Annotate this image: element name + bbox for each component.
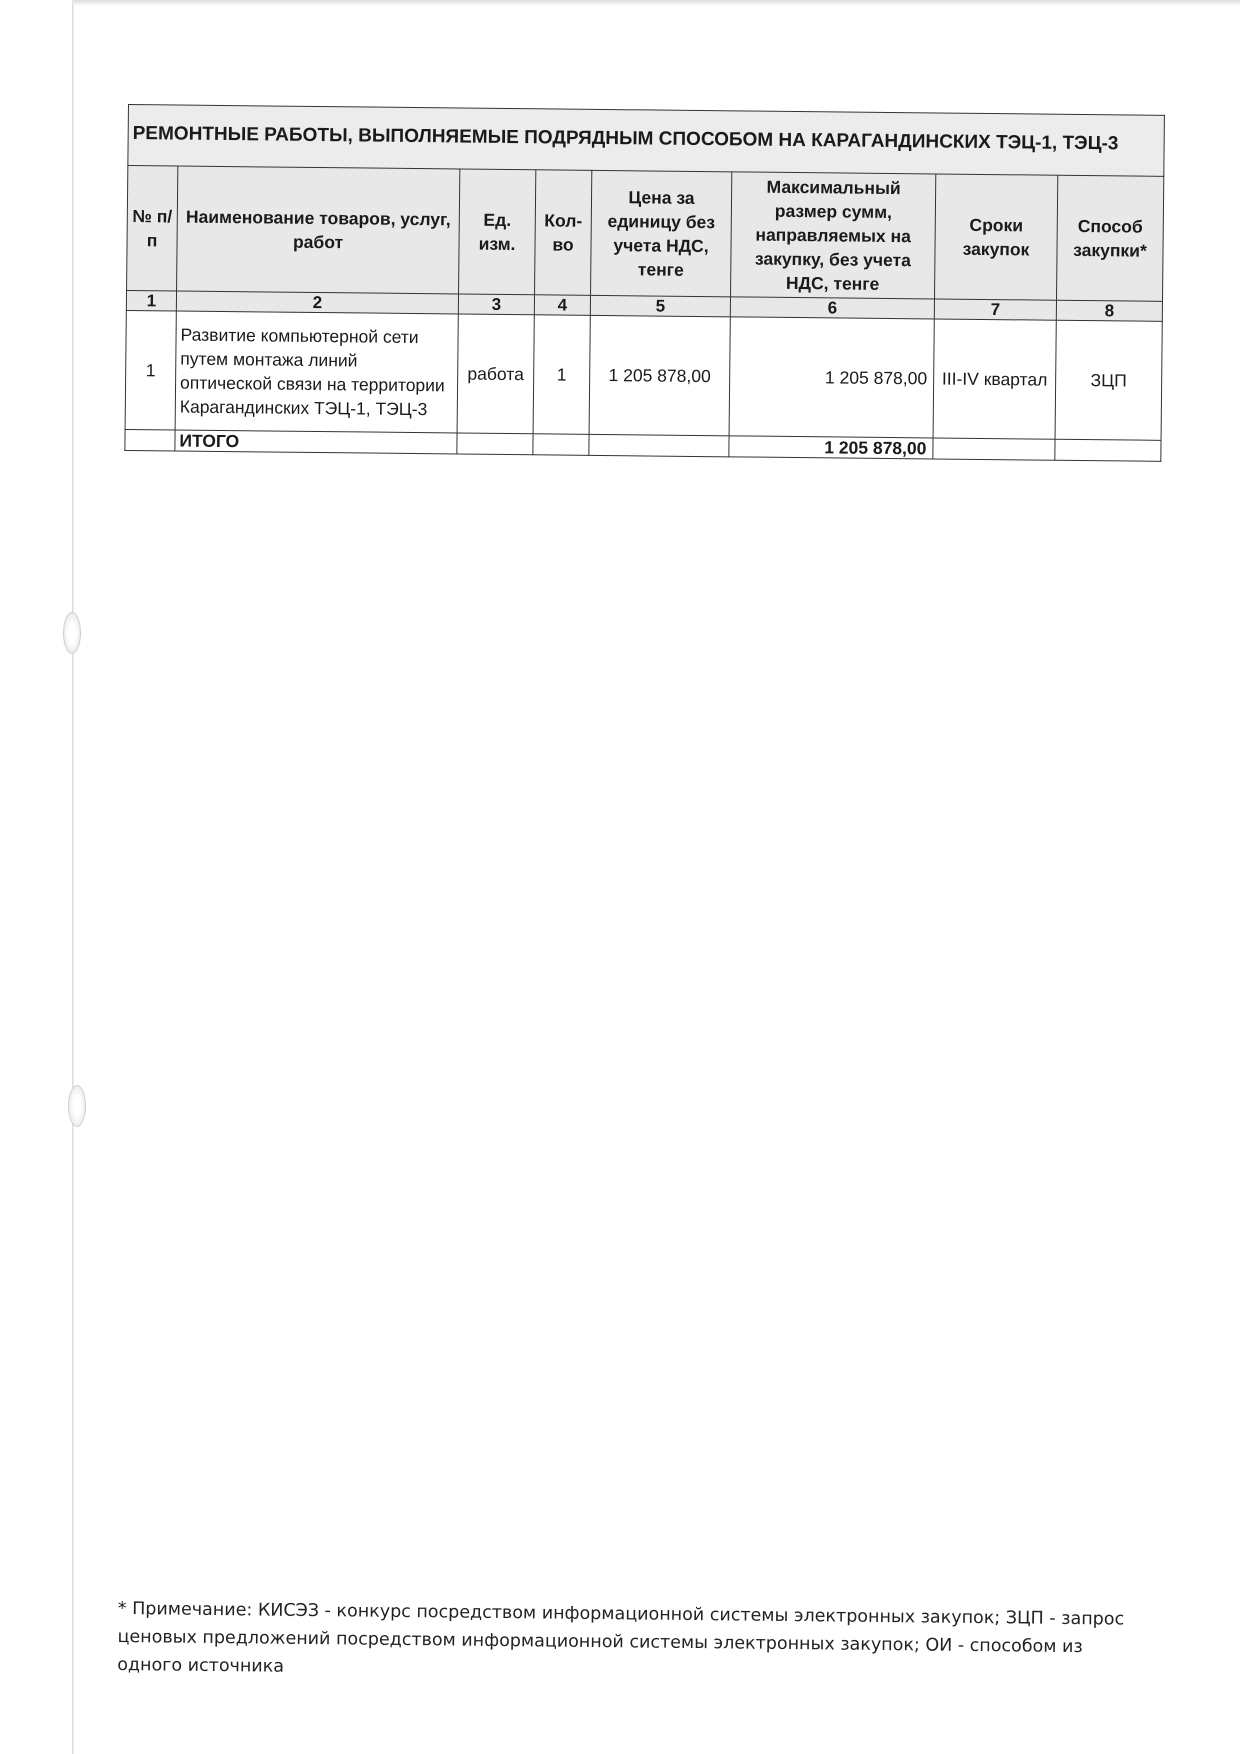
page-left-edge: [72, 0, 74, 1754]
column-number: 5: [590, 295, 730, 316]
total-empty-cell: [125, 429, 175, 451]
total-label: ИТОГО: [175, 430, 457, 454]
table-row: [125, 310, 1162, 440]
header-max-sum: Максимальный размер сумм, направляемых на закупку, без учета НДС, тенге: [731, 172, 936, 299]
procurement-table: [124, 104, 1165, 462]
header-number: № п/п: [127, 166, 178, 292]
row-item-name: Развитие компьютерной сети путем монтажа линий оптической связи на территории Карагандинских ТЭЦ-1, ТЭЦ-3: [175, 311, 458, 433]
procurement-table-wrapper: [124, 104, 1164, 462]
column-number: 3: [458, 294, 534, 315]
total-empty-cell: [589, 434, 729, 456]
row-max-sum: 1 205 878,00: [729, 317, 934, 438]
row-number: 1: [125, 310, 176, 430]
page-top-edge: [72, 0, 1240, 6]
row-period: III-IV квартал: [933, 319, 1056, 439]
total-empty-cell: [457, 433, 533, 455]
column-number: 4: [534, 295, 590, 316]
row-method: ЗЦП: [1055, 320, 1162, 440]
header-name: Наименование товаров, услуг, работ: [177, 166, 460, 294]
header-method: Способ закупки*: [1056, 175, 1163, 301]
header-quantity: Кол-во: [535, 170, 592, 296]
header-unit: Ед. изм.: [459, 169, 536, 295]
table-header-row: [127, 166, 1164, 302]
total-empty-cell: [1055, 439, 1161, 461]
column-number: 1: [126, 290, 176, 311]
table-title: РЕМОНТНЫЕ РАБОТЫ, ВЫПОЛНЯЕМЫЕ ПОДРЯДНЫМ СПОСОБОМ НА КАРАГАНДИНСКИХ ТЭЦ-1, ТЭЦ-3: [128, 105, 1165, 177]
footnote: * Примечание: КИСЭЗ - конкурс посредством информационной системы электронных закупок; ЗЦП - запрос ценовых предложений посредством информационной системы электронных закупок; ОИ - способом из одного источника: [117, 1598, 1125, 1677]
total-sum: 1 205 878,00: [729, 436, 933, 459]
column-number: 6: [730, 297, 934, 319]
row-unit-price: 1 205 878,00: [589, 315, 730, 435]
punch-hole: [63, 612, 81, 654]
column-number: 2: [176, 291, 458, 314]
row-unit: работа: [457, 314, 534, 434]
row-quantity: 1: [533, 315, 590, 435]
header-unit-price: Цена за единицу без учета НДС, тенге: [591, 170, 732, 296]
total-empty-cell: [933, 438, 1055, 460]
column-number: 7: [934, 299, 1056, 320]
column-number: 8: [1056, 300, 1162, 321]
header-period: Сроки закупок: [935, 174, 1058, 300]
punch-hole: [68, 1085, 86, 1127]
total-empty-cell: [533, 434, 589, 456]
